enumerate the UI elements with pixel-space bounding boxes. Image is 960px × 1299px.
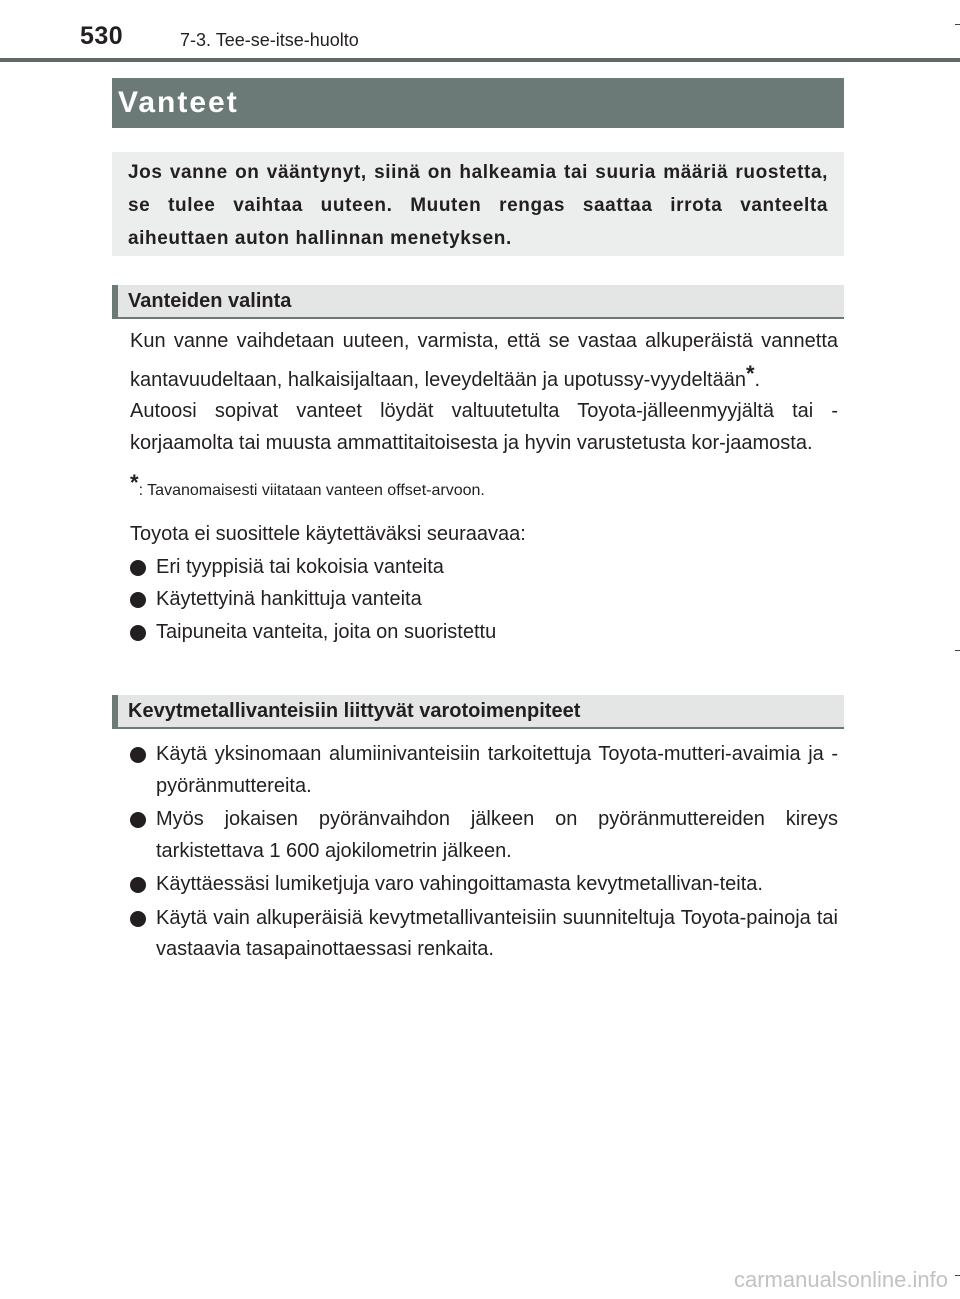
list-item-text: Käytä vain alkuperäisiä kevytmetallivanteisiin suunniteltuja Toyota-painoja tai vastaavia tasapainottaessasi renkaita. [156, 906, 838, 960]
warning-text: Jos vanne on vääntynyt, siinä on halkeamia tai suuria määriä ruostetta, se tulee vaihtaa uuteen. Muuten rengas saattaa irrota vanteelta aiheuttaen auton hallinnan menetyksen. [128, 162, 828, 249]
section-wheel-selection-body [130, 326, 838, 648]
section-label: 7-3. Tee-se-itse-huolto [180, 30, 359, 50]
list-item [130, 552, 838, 584]
paragraph-matching-wheel-text: Kun vanne vaihdetaan uuteen, varmista, että se vastaa alkuperäistä vannetta kantavuudeltaan, halkaisijaltaan, leveydeltään ja upotussy-vyydeltään [130, 330, 838, 391]
header-rule [0, 58, 960, 62]
crop-mark-middle [955, 650, 960, 651]
list-item [130, 617, 838, 649]
page-title: Vanteet [112, 78, 844, 128]
section-heading-alloy-precautions: Kevytmetallivanteisiin liittyvät varotoimenpiteet [112, 695, 844, 729]
list-item [130, 869, 838, 901]
alloy-precautions-list [130, 739, 838, 966]
list-item-text: Käytettyinä hankittuja vanteita [156, 588, 422, 610]
bullet-icon [130, 877, 146, 893]
section-heading-wheel-selection: Vanteiden valinta [112, 285, 844, 319]
crop-mark-bottom [955, 1275, 960, 1276]
asterisk: * [745, 360, 755, 386]
bullet-icon [130, 812, 146, 828]
list-item [130, 903, 838, 966]
list-item-text: Käytä yksinomaan alumiinivanteisiin tarkoitettuja Toyota-mutteri-avaimia ja -pyöränmuttereita. [156, 743, 838, 797]
section-alloy-precautions-body [130, 739, 838, 968]
not-recommended-list [130, 552, 838, 649]
list-item [130, 739, 838, 802]
footnote [130, 471, 838, 503]
footnote-text: : Tavanomaisesti viitataan vanteen offset-arvoon. [138, 482, 485, 499]
paragraph-where-to-buy: Autoosi sopivat vanteet löydät valtuutetulta Toyota-jälleenmyyjältä tai -korjaamolta tai muusta ammattitaitoisesta ja hyvin varustetusta kor-jaamosta. [130, 400, 838, 454]
bullet-icon [130, 560, 146, 576]
list-item-text: Eri tyyppisiä tai kokoisia vanteita [156, 555, 444, 578]
bullet-icon [130, 592, 146, 608]
list-item-text: Myös jokaisen pyöränvaihdon jälkeen on pyöränmuttereiden kireys tarkistettava 1 600 ajokilometrin jälkeen. [156, 808, 838, 862]
list-item-text: Käyttäessäsi lumiketjuja varo vahingoittamasta kevytmetallivan-teita. [156, 873, 763, 895]
list-intro: Toyota ei suosittele käytettäväksi seuraavaa: [130, 523, 526, 545]
bullet-icon [130, 747, 146, 763]
bullet-icon [130, 911, 146, 927]
warning-box [112, 152, 844, 256]
watermark: carmanualsonline.info [733, 1267, 948, 1292]
paragraph-period: . [754, 368, 761, 391]
bullet-icon [130, 625, 146, 641]
list-item [130, 584, 838, 616]
footnote-asterisk: * [130, 470, 139, 495]
list-item [130, 804, 838, 867]
list-item-text: Taipuneita vanteita, joita on suoristettu [156, 620, 497, 643]
crop-mark-top [955, 24, 960, 25]
page-number: 530 [80, 22, 124, 50]
paragraph-matching-wheel [130, 326, 838, 396]
